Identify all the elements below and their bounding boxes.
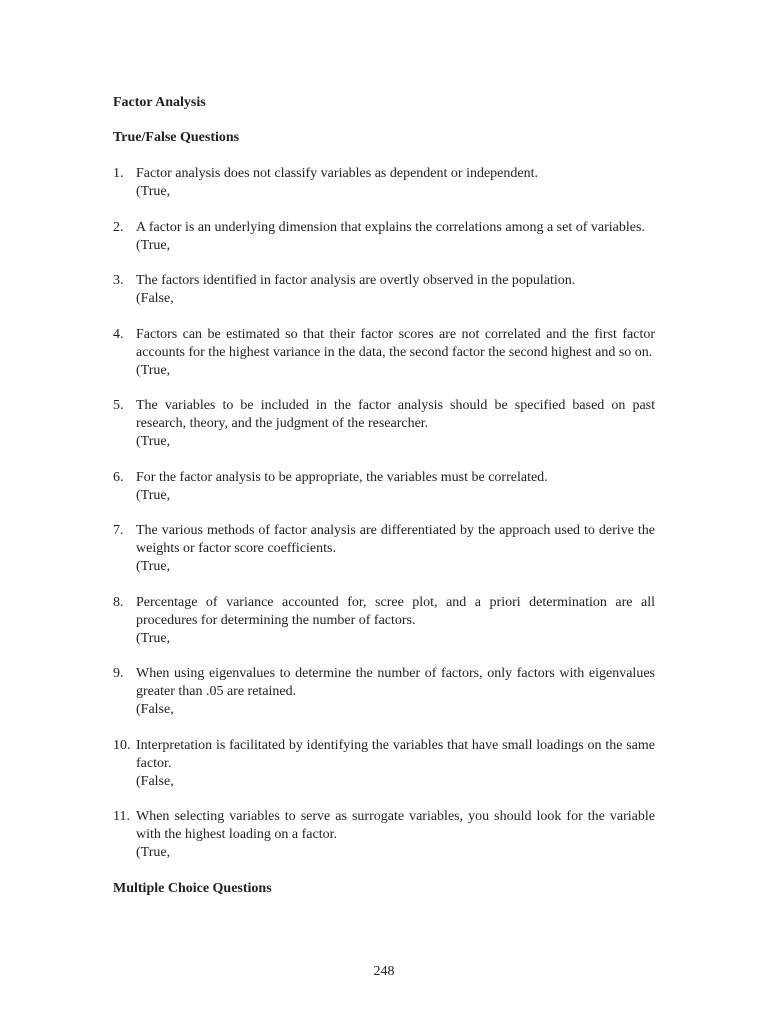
question-text: The factors identified in factor analysis are overtly observed in the population.	[136, 273, 576, 288]
question-number: 9.	[113, 666, 124, 681]
question-item	[113, 469, 655, 505]
question-answer: (True,	[136, 630, 171, 646]
page-content	[113, 94, 655, 898]
question-item	[113, 737, 655, 791]
question-answer: (False,	[136, 291, 174, 306]
document-title: Factor Analysis	[113, 95, 206, 110]
question-number: 6.	[113, 469, 124, 485]
question-item	[113, 219, 655, 255]
question-text: For the factor analysis to be appropriate, the variables must be correlated.	[136, 469, 548, 485]
question-answer: (False,	[136, 773, 174, 789]
question-answer: (True,	[136, 237, 171, 253]
question-item	[113, 522, 655, 576]
question-item	[113, 272, 655, 308]
question-item	[113, 594, 655, 648]
question-item	[113, 808, 655, 862]
question-text: Factors can be estimated so that their factor scores are not correlated and the first factor accounts for the highest variance in the data, the second factor the second highest and so on.	[136, 326, 655, 360]
question-answer: (True,	[136, 184, 171, 199]
question-text: A factor is an underlying dimension that explains the correlations among a set of variables.	[136, 219, 645, 235]
question-text: The variables to be included in the factor analysis should be specified based on past research, theory, and the judgment of the researcher.	[136, 398, 655, 431]
question-number: 4.	[113, 326, 124, 342]
section-title-true-false: True/False Questions	[113, 130, 240, 145]
section-title-multiple-choice: Multiple Choice Questions	[113, 880, 272, 896]
question-text: When selecting variables to serve as surrogate variables, you should look for the variable with the highest loading on a factor.	[136, 809, 655, 842]
question-text: The various methods of factor analysis are differentiated by the approach used to derive the weights or factor score coefficients.	[136, 523, 655, 556]
question-number: 10.	[113, 737, 131, 753]
question-item	[113, 665, 655, 719]
question-answer: (True,	[136, 362, 171, 378]
question-text: Factor analysis does not classify variables as dependent or independent.	[136, 166, 538, 181]
question-text: Percentage of variance accounted for, scree plot, and a priori determination are all procedures for determining the number of factors.	[136, 594, 655, 628]
page-number: 248	[373, 964, 395, 979]
question-number: 8.	[113, 594, 124, 610]
true-false-question-list	[113, 165, 655, 862]
question-number: 1.	[113, 166, 124, 181]
question-number: 5.	[113, 398, 124, 413]
question-number: 11.	[113, 809, 130, 824]
question-number: 7.	[113, 523, 124, 538]
question-text: Interpretation is facilitated by identifying the variables that have small loadings on the same factor.	[136, 737, 655, 771]
question-answer: (True,	[136, 845, 171, 860]
question-item	[113, 397, 655, 451]
question-text: When using eigenvalues to determine the number of factors, only factors with eigenvalues greater than .05 are retained.	[136, 666, 655, 699]
question-number: 2.	[113, 219, 124, 235]
question-answer: (False,	[136, 702, 174, 717]
question-item	[113, 326, 655, 380]
question-item	[113, 165, 655, 201]
question-answer: (True,	[136, 434, 171, 449]
question-answer: (True,	[136, 559, 171, 574]
question-answer: (True,	[136, 487, 171, 503]
question-number: 3.	[113, 273, 124, 288]
